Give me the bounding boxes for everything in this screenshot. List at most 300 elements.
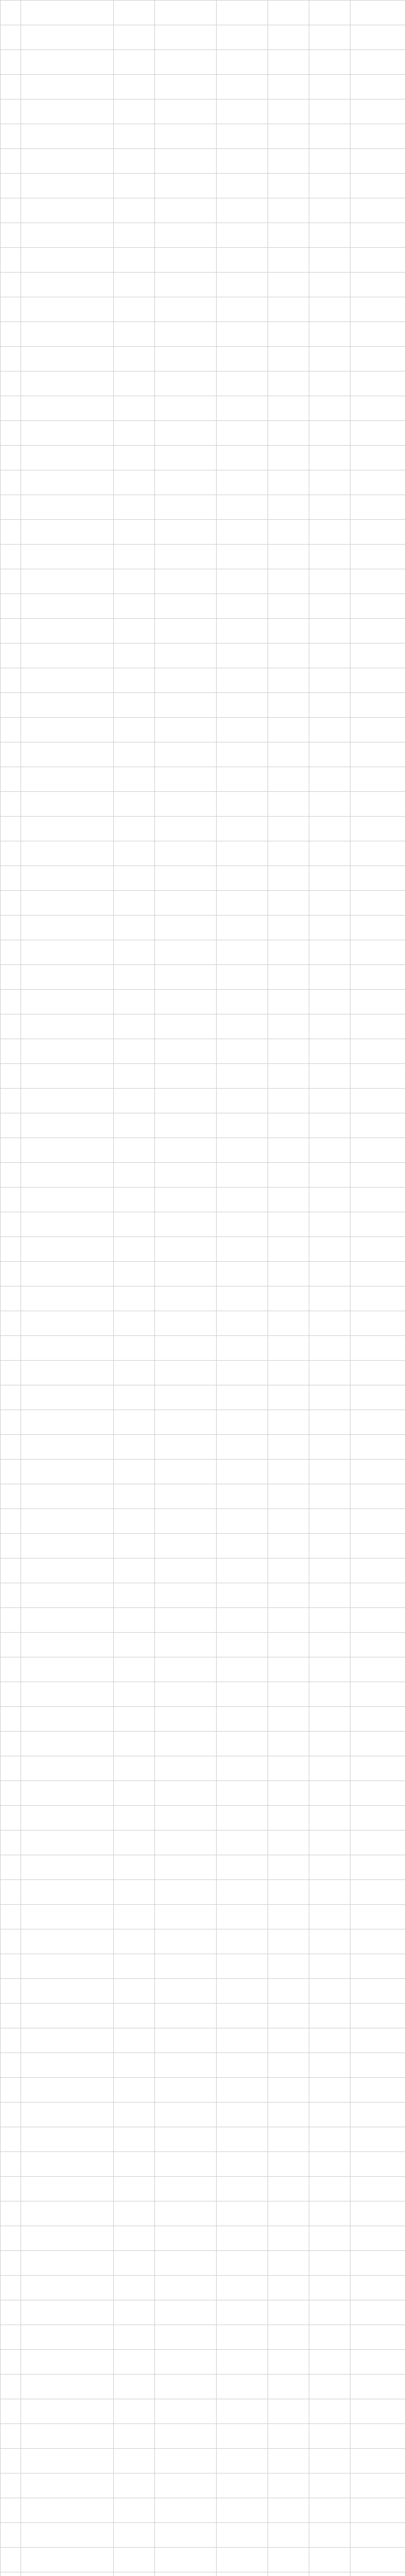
cell-area — [268, 1954, 309, 1979]
cell-region — [1, 2399, 21, 2424]
cell-note — [350, 248, 405, 273]
table-row — [1, 1484, 405, 1509]
cell-note — [350, 1138, 405, 1163]
cell-base — [114, 371, 155, 396]
cell-category — [155, 99, 217, 124]
cell-volume — [309, 1682, 350, 1707]
cell-product — [217, 1558, 268, 1583]
cell-base — [114, 2300, 155, 2325]
cell-note — [350, 297, 405, 322]
cell-area — [268, 668, 309, 693]
cell-category — [155, 1039, 217, 1064]
cell-company — [21, 619, 114, 643]
cell-note — [350, 174, 405, 198]
cell-company — [21, 2276, 114, 2300]
cell-product — [217, 1929, 268, 1954]
cell-category — [155, 1336, 217, 1361]
cell-note — [350, 149, 405, 174]
cell-region — [1, 75, 21, 99]
cell-volume — [309, 1014, 350, 1039]
cell-base — [114, 940, 155, 965]
cell-note — [350, 1237, 405, 1262]
cell-product — [217, 940, 268, 965]
cell-area — [268, 1905, 309, 1929]
cell-region — [1, 718, 21, 742]
cell-product — [217, 1336, 268, 1361]
cell-area — [268, 2498, 309, 2523]
table-row — [1, 940, 405, 965]
cell-base — [114, 396, 155, 421]
cell-area — [268, 1484, 309, 1509]
cell-category — [155, 990, 217, 1014]
cell-area — [268, 1336, 309, 1361]
cell-note — [350, 1880, 405, 1905]
cell-base — [114, 742, 155, 767]
cell-volume — [309, 1929, 350, 1954]
cell-product — [217, 371, 268, 396]
cell-region — [1, 2201, 21, 2226]
cell-base — [114, 1707, 155, 1732]
table-row — [1, 693, 405, 718]
cell-note — [350, 1089, 405, 1113]
cell-company — [21, 520, 114, 545]
cell-region — [1, 322, 21, 347]
cell-product — [217, 990, 268, 1014]
cell-category — [155, 2028, 217, 2053]
table-row — [1, 841, 405, 866]
cell-product — [217, 693, 268, 718]
cell-company — [21, 2523, 114, 2548]
table-row — [1, 396, 405, 421]
cell-area — [268, 1756, 309, 1781]
cell-product — [217, 1435, 268, 1460]
cell-category — [155, 223, 217, 248]
cell-volume — [309, 1558, 350, 1583]
cell-company — [21, 817, 114, 841]
cell-category — [155, 1286, 217, 1311]
cell-region — [1, 1534, 21, 1558]
cell-note — [350, 2251, 405, 2276]
cell-area — [268, 2103, 309, 2127]
table-row — [1, 2300, 405, 2325]
cell-product — [217, 2548, 268, 2572]
cell-base — [114, 1237, 155, 1262]
cell-note — [350, 693, 405, 718]
cell-area — [268, 2300, 309, 2325]
cell-company — [21, 1361, 114, 1385]
cell-note — [350, 990, 405, 1014]
cell-region — [1, 643, 21, 668]
cell-region — [1, 1732, 21, 1756]
cell-base — [114, 1361, 155, 1385]
cell-area — [268, 124, 309, 149]
table-row — [1, 1682, 405, 1707]
cell-volume — [309, 2350, 350, 2375]
cell-product — [217, 124, 268, 149]
table-row — [1, 248, 405, 273]
cell-company — [21, 1954, 114, 1979]
cell-company — [21, 643, 114, 668]
cell-product — [217, 2399, 268, 2424]
cell-base — [114, 1089, 155, 1113]
cell-region — [1, 1929, 21, 1954]
cell-region — [1, 1385, 21, 1410]
cell-area — [268, 1385, 309, 1410]
cell-product — [217, 891, 268, 916]
cell-region — [1, 1212, 21, 1237]
cell-base — [114, 1014, 155, 1039]
cell-product — [217, 1732, 268, 1756]
table-row — [1, 1707, 405, 1732]
table-row — [1, 1781, 405, 1806]
cell-region — [1, 2103, 21, 2127]
cell-base — [114, 446, 155, 470]
cell-base — [114, 2399, 155, 2424]
cell-note — [350, 2127, 405, 2152]
cell-category — [155, 1509, 217, 1534]
cell-company — [21, 1212, 114, 1237]
cell-base — [114, 1534, 155, 1558]
cell-region — [1, 520, 21, 545]
cell-category — [155, 1583, 217, 1608]
cell-base — [114, 1262, 155, 1286]
cell-company — [21, 1014, 114, 1039]
cell-region — [1, 1039, 21, 1064]
table-row — [1, 2325, 405, 2350]
cell-product — [217, 1905, 268, 1929]
cell-base — [114, 545, 155, 569]
cell-region — [1, 1855, 21, 1880]
cell-product — [217, 2276, 268, 2300]
cell-note — [350, 1064, 405, 1089]
cell-product — [217, 1855, 268, 1880]
cell-region — [1, 1163, 21, 1188]
cell-area — [268, 1113, 309, 1138]
cell-volume — [309, 1336, 350, 1361]
cell-area — [268, 50, 309, 75]
cell-company — [21, 2548, 114, 2572]
table-row — [1, 2251, 405, 2276]
cell-category — [155, 2572, 217, 2576]
cell-note — [350, 1484, 405, 1509]
cell-company — [21, 2103, 114, 2127]
cell-product — [217, 1460, 268, 1484]
cell-product — [217, 1212, 268, 1237]
cell-volume — [309, 1163, 350, 1188]
cell-area — [268, 1929, 309, 1954]
cell-company — [21, 1534, 114, 1558]
table-row — [1, 520, 405, 545]
cell-category — [155, 2325, 217, 2350]
cell-area — [268, 1707, 309, 1732]
cell-region — [1, 2473, 21, 2498]
cell-volume — [309, 25, 350, 50]
cell-region — [1, 50, 21, 75]
cell-base — [114, 718, 155, 742]
cell-region — [1, 174, 21, 198]
cell-product — [217, 1286, 268, 1311]
cell-base — [114, 767, 155, 792]
cell-product — [217, 1484, 268, 1509]
cell-volume — [309, 1212, 350, 1237]
cell-product — [217, 470, 268, 495]
cell-region — [1, 2028, 21, 2053]
cell-base — [114, 619, 155, 643]
cell-product — [217, 1014, 268, 1039]
table-row — [1, 1633, 405, 1657]
cell-base — [114, 495, 155, 520]
cell-volume — [309, 965, 350, 990]
cell-note — [350, 1633, 405, 1657]
cell-region — [1, 1113, 21, 1138]
cell-company — [21, 1558, 114, 1583]
cell-note — [350, 2103, 405, 2127]
cell-note — [350, 1558, 405, 1583]
cell-volume — [309, 2449, 350, 2473]
table-row — [1, 1435, 405, 1460]
cell-product — [217, 2424, 268, 2449]
cell-company — [21, 767, 114, 792]
cell-base — [114, 1188, 155, 1212]
cell-product — [217, 248, 268, 273]
cell-area — [268, 2078, 309, 2103]
cell-base — [114, 1460, 155, 1484]
cell-region — [1, 891, 21, 916]
cell-category — [155, 2053, 217, 2078]
cell-base — [114, 2350, 155, 2375]
table-row — [1, 1583, 405, 1608]
cell-volume — [309, 371, 350, 396]
cell-volume — [309, 1113, 350, 1138]
cell-note — [350, 1608, 405, 1633]
cell-company — [21, 396, 114, 421]
cell-note — [350, 1286, 405, 1311]
cell-note — [350, 569, 405, 594]
cell-category — [155, 2152, 217, 2177]
cell-category — [155, 891, 217, 916]
cell-company — [21, 916, 114, 940]
cell-category — [155, 421, 217, 446]
cell-company — [21, 371, 114, 396]
cell-volume — [309, 149, 350, 174]
cell-volume — [309, 2498, 350, 2523]
cell-volume — [309, 841, 350, 866]
cell-note — [350, 792, 405, 817]
cell-volume — [309, 1707, 350, 1732]
cell-volume — [309, 2053, 350, 2078]
cell-region — [1, 421, 21, 446]
cell-area — [268, 75, 309, 99]
cell-area — [268, 1212, 309, 1237]
cell-base — [114, 841, 155, 866]
table-row — [1, 668, 405, 693]
cell-region — [1, 990, 21, 1014]
cell-area — [268, 1855, 309, 1880]
cell-volume — [309, 1262, 350, 1286]
cell-product — [217, 1806, 268, 1831]
cell-category — [155, 1188, 217, 1212]
cell-region — [1, 817, 21, 841]
cell-area — [268, 2572, 309, 2576]
cell-category — [155, 1, 217, 25]
cell-volume — [309, 1831, 350, 1855]
cell-note — [350, 2350, 405, 2375]
cell-company — [21, 1509, 114, 1534]
cell-product — [217, 1113, 268, 1138]
cell-volume — [309, 2325, 350, 2350]
cell-category — [155, 1311, 217, 1336]
cell-category — [155, 1361, 217, 1385]
cell-category — [155, 297, 217, 322]
cell-area — [268, 2152, 309, 2177]
table-row — [1, 149, 405, 174]
table-row — [1, 470, 405, 495]
cell-base — [114, 2078, 155, 2103]
cell-category — [155, 2300, 217, 2325]
cell-region — [1, 1237, 21, 1262]
cell-volume — [309, 347, 350, 371]
cell-note — [350, 940, 405, 965]
table-row — [1, 124, 405, 149]
cell-category — [155, 273, 217, 297]
cell-category — [155, 2103, 217, 2127]
cell-product — [217, 1262, 268, 1286]
cell-region — [1, 916, 21, 940]
cell-region — [1, 1435, 21, 1460]
table-row — [1, 2177, 405, 2201]
cell-area — [268, 569, 309, 594]
cell-category — [155, 25, 217, 50]
cell-product — [217, 421, 268, 446]
table-row — [1, 2498, 405, 2523]
cell-base — [114, 1929, 155, 1954]
cell-category — [155, 2473, 217, 2498]
cell-volume — [309, 718, 350, 742]
cell-volume — [309, 891, 350, 916]
cell-base — [114, 149, 155, 174]
cell-product — [217, 1831, 268, 1855]
cell-company — [21, 1905, 114, 1929]
cell-category — [155, 2498, 217, 2523]
cell-region — [1, 1188, 21, 1212]
cell-base — [114, 2103, 155, 2127]
cell-area — [268, 2424, 309, 2449]
cell-category — [155, 470, 217, 495]
cell-product — [217, 2053, 268, 2078]
cell-base — [114, 1657, 155, 1682]
cell-region — [1, 866, 21, 891]
cell-product — [217, 520, 268, 545]
cell-volume — [309, 248, 350, 273]
cell-product — [217, 2103, 268, 2127]
cell-volume — [309, 2251, 350, 2276]
cell-region — [1, 2152, 21, 2177]
cell-company — [21, 1286, 114, 1311]
cell-category — [155, 322, 217, 347]
cell-base — [114, 347, 155, 371]
cell-volume — [309, 50, 350, 75]
cell-company — [21, 1237, 114, 1262]
cell-volume — [309, 545, 350, 569]
cell-volume — [309, 1880, 350, 1905]
cell-volume — [309, 396, 350, 421]
cell-base — [114, 594, 155, 619]
cell-area — [268, 421, 309, 446]
cell-volume — [309, 470, 350, 495]
cell-note — [350, 1509, 405, 1534]
cell-note — [350, 1954, 405, 1979]
cell-product — [217, 1188, 268, 1212]
cell-area — [268, 2251, 309, 2276]
cell-note — [350, 198, 405, 223]
table-row — [1, 347, 405, 371]
cell-category — [155, 2251, 217, 2276]
cell-volume — [309, 1534, 350, 1558]
table-row — [1, 2053, 405, 2078]
cell-company — [21, 2350, 114, 2375]
cell-category — [155, 916, 217, 940]
cell-company — [21, 2152, 114, 2177]
cell-company — [21, 149, 114, 174]
cell-note — [350, 25, 405, 50]
cell-note — [350, 817, 405, 841]
cell-volume — [309, 1, 350, 25]
cell-category — [155, 1138, 217, 1163]
cell-area — [268, 2350, 309, 2375]
cell-volume — [309, 1064, 350, 1089]
cell-base — [114, 1558, 155, 1583]
table-row — [1, 1163, 405, 1188]
cell-category — [155, 1732, 217, 1756]
cell-region — [1, 1558, 21, 1583]
cell-company — [21, 841, 114, 866]
cell-region — [1, 1831, 21, 1855]
cell-note — [350, 619, 405, 643]
cell-region — [1, 1014, 21, 1039]
cell-note — [350, 2572, 405, 2576]
cell-category — [155, 248, 217, 273]
cell-product — [217, 1138, 268, 1163]
cell-volume — [309, 2572, 350, 2576]
cell-company — [21, 2449, 114, 2473]
table-row — [1, 1311, 405, 1336]
cell-category — [155, 1113, 217, 1138]
cell-company — [21, 1484, 114, 1509]
cell-product — [217, 1534, 268, 1558]
cell-area — [268, 594, 309, 619]
table-row — [1, 1880, 405, 1905]
cell-product — [217, 2177, 268, 2201]
cell-region — [1, 124, 21, 149]
cell-area — [268, 2399, 309, 2424]
cell-note — [350, 1855, 405, 1880]
cell-base — [114, 421, 155, 446]
cell-base — [114, 1781, 155, 1806]
cell-volume — [309, 2523, 350, 2548]
cell-area — [268, 916, 309, 940]
cell-volume — [309, 668, 350, 693]
cell-note — [350, 2300, 405, 2325]
cell-region — [1, 149, 21, 174]
cell-note — [350, 495, 405, 520]
cell-volume — [309, 1905, 350, 1929]
cell-region — [1, 273, 21, 297]
cell-base — [114, 2548, 155, 2572]
cell-product — [217, 643, 268, 668]
cell-base — [114, 891, 155, 916]
cell-region — [1, 940, 21, 965]
cell-region — [1, 1286, 21, 1311]
